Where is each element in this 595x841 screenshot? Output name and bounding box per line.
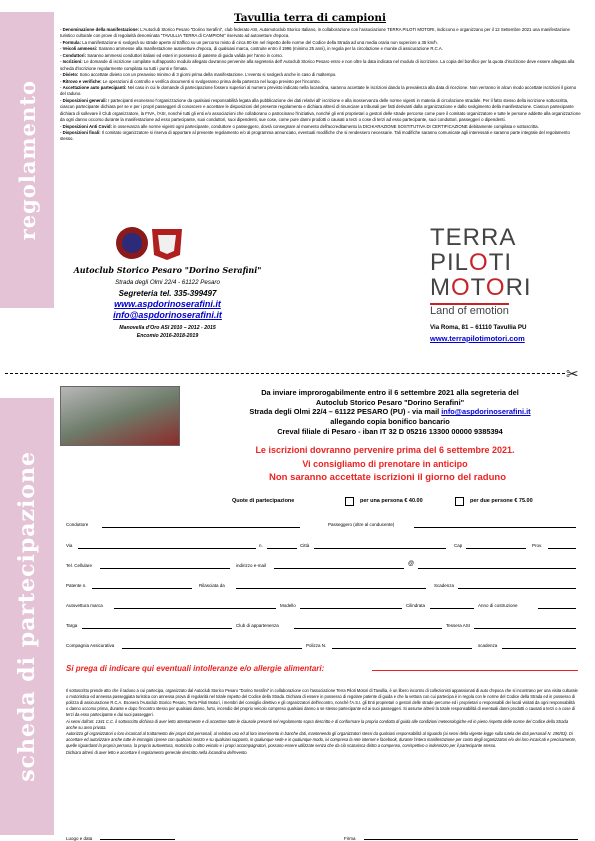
passenger-field[interactable]: [414, 522, 576, 528]
rule-item: - Iscrizioni: Le domande di iscrizione compilate sull'apposito modulo allegato dovranno pervenire alla segreteria dell' Autoclub Storico Pesaro entro e non oltre la data indicata nel modulo di iscrizione. La copia del bonifico per la quota d'iscrizione deve essere allegata alla scheda d'iscrizione regolarmente compilata su tutti i punti e firmata.: [60, 59, 575, 71]
cap-label: Cap: [454, 543, 463, 548]
fee-one-person-label: per una persona € 40.00: [360, 498, 423, 504]
cap-field[interactable]: [466, 543, 526, 549]
issued-field[interactable]: [236, 583, 426, 589]
rule-item: - Accettazione auto partecipanti: Nel caso in cui le domande di partecipazione fossero superiori al numero previsto indicato nella locandina, saranno accettate le iscrizioni dando la prevalenza alla data di ricezione. Non verranno in alcun modo accettate iscrizioni il giorno del raduno.: [60, 84, 577, 97]
policy-expiry-label: scadenza: [478, 643, 498, 648]
form-row-address: [66, 543, 576, 553]
no-onsite-registration: Non saranno accettate iscrizioni il giorno del raduno: [268, 472, 506, 483]
number-field[interactable]: [267, 543, 297, 549]
partner-website-link[interactable]: www.terrapilotimotori.com: [430, 334, 525, 343]
fees-label: Quote di partecipazione: [232, 498, 295, 504]
license-field[interactable]: [92, 583, 192, 589]
form-email-link[interactable]: info@aspdorinoserafini.it: [441, 407, 531, 417]
year-label: Anno di costruzione: [478, 603, 518, 608]
rules-list: [60, 27, 582, 143]
cut-line: [5, 373, 565, 374]
model-label: Modello: [280, 603, 296, 608]
association-phone: Segreteria tel. 335-399497: [118, 289, 217, 298]
rule-item: - Formula: La manifestazione si svolgerà su strade aperte al traffico su un percorso misto di circa 80 km nel rispetto delle norme del Codice della Strada ad una media oraria non superiore a 35 km/h.: [60, 39, 439, 45]
allergy-field[interactable]: [372, 670, 578, 671]
association-website-link[interactable]: www.aspdorinoserafini.it: [114, 299, 221, 309]
fee-one-person-checkbox[interactable]: [345, 497, 354, 506]
form-row-plate: [66, 623, 576, 633]
form-row-license: [66, 583, 576, 593]
vintage-car-photo: [60, 386, 180, 446]
page-title: Tavullia terra di campioni: [233, 12, 387, 24]
form-row-insurance: [66, 643, 576, 653]
club-logo: [110, 225, 184, 261]
form-header-line-5: Creval filiale di Pesaro - iban IT 32 D 05216 13300 00000 9385394: [277, 426, 503, 436]
partner-tagline: Land of emotion: [430, 304, 509, 317]
club-label: Club di appartenenza: [236, 623, 279, 628]
regolamento-band: [0, 12, 54, 308]
consent-paragraph-4: Dichiara altresì di aver letto e accettare il regolamento generale descritto nella locandina dell'evento.: [66, 750, 248, 756]
issued-label: Rilasciata da: [199, 583, 225, 588]
rule-item: - Disposizioni generali: I partecipanti esonerano l'organizzazione da qualsiasi responsabilità legata alla pubblicazione dei dati relativi all' iscrizione e alla inosservanza delle norme vigenti in materia di circolazione stradale. Per il fatto stesso della iscrizione sottoscritta, ciascun partecipante dichiara per se e per i propri passeggeri di conoscere e accettare le disposizioni del presente regolamento e dichiara altresì di rinunciare a tribunali per fatti derivanti dalla organizzazione e dallo svolgimento della manifestazione. Ciascun partecipante dichiara di sollevare il Club organizzatore, la FIVA, l'ASI, nonché tutti gli enti e/o associazioni che collaborano o patrocinano l'iniziativa, nonché gli enti proprietari o gestori delle strade percorse come pure il comitato organizzatore e tutte le persone addette alla organizzazione da ogni danno occorso durante la manifestazione ad esso partecipante, suoi conduttori, suoi dipendenti, sue cose, come pure danni prodotti o causati a terzi o cose di terzi ad esso partecipante, suoi conduttori, passeggeri o dipendenti.: [60, 97, 581, 123]
club-field[interactable]: [294, 623, 442, 629]
fee-two-persons-checkbox[interactable]: [455, 497, 464, 506]
place-date-label: Luogo e data: [66, 836, 93, 841]
displacement-label: Cilindrata: [406, 603, 426, 608]
place-date-field-wrap: [100, 834, 175, 841]
form-header-line-1: Da inviare improrogabilmente entro il 6 settembre 2021 alla segreteria del: [261, 388, 519, 397]
deadline-warning: Le iscrizioni dovranno pervenire prima del 6 settembre 2021.: [255, 445, 515, 455]
association-address: Strada degli Olmi 22/4 - 61122 Pesaro: [115, 279, 220, 286]
association-email-link[interactable]: info@aspdorinoserafini.it: [113, 310, 222, 320]
form-header-line-4: allegando copia bonifico bancario: [330, 416, 450, 426]
signature-label: Firma: [344, 836, 356, 841]
association-name: Autoclub Storico Pesaro "Dorino Serafini": [73, 265, 262, 275]
driver-field[interactable]: [102, 522, 300, 528]
plate-field[interactable]: [82, 623, 232, 629]
award-line-2: Encomio 2016-2018-2019: [136, 333, 199, 339]
rule-item: - Ritrovo e verifiche: Le operazioni di controllo e verifica documenti si svolgeranno prima della partenza nel luogo previsto per l'incontro.: [60, 78, 321, 84]
place-date-field[interactable]: [100, 834, 175, 840]
booking-advice: Vi consigliamo di prenotare in anticipo: [302, 459, 468, 469]
city-label: Città: [300, 543, 310, 548]
model-field[interactable]: [300, 603, 402, 609]
email-domain-field[interactable]: [418, 563, 576, 569]
displacement-field[interactable]: [430, 603, 474, 609]
partner-address: Via Roma, 81 – 61110 Tavullia PU: [430, 324, 527, 331]
mobile-field[interactable]: [100, 563, 230, 569]
street-label: Via: [66, 543, 73, 548]
consent-paragraph-1: Il sottoscritto prende atto che il raduno a cui partecipa, organizzato dal Autoclub Storico Pesaro "Dorino Serafini" in collaborazione con l'associazione Terra Piloti Motori di Tavullia, è un libero incontro di collezionisti appassionati di auto d'epoca che si incontrano per una visita culturale o motoristica ed annessa passeggiata turistica con annessa prova di regolarità nel totale rispetto del Codice della Strada. Dichiara di essere in possesso di regolare patente di guida e che la vettura con cui partecipa è in regola con le norme del Codice della Strada ed in possesso di polizza di assicurazione R.C.A. Esonera l'Autoclub Storico Pesaro, Terra Piloti Motori, i membri del consiglio direttivo e gli organizzatori dell'incontro, nonché l'A.S.I. gli Enti proprietari o gestori delle strade percorse ed i proprietari o responsabili dei locali visitati da ogni responsabilità o danno occorso prima, durante e dopo l'incontro stesso per qualsiasi danno, furto, incendio del proprio veicolo compreso qualsiasi danno a se stesso partecipante ed ai suoi passeggeri. Si assume altresì la totale responsabilità di eventuali danni prodotti o causati a terzi o a cose di terzi da esso partecipante e dai suoi passeggeri.: [66, 688, 578, 717]
insurance-field[interactable]: [122, 643, 302, 649]
policy-field[interactable]: [332, 643, 472, 649]
form-row-contacts: [66, 563, 576, 573]
street-field[interactable]: [78, 543, 256, 549]
consent-text: [66, 688, 578, 757]
scheda-label: scheda di partecipazione: [14, 451, 40, 782]
partner-wordmark-3: MOTORI: [430, 274, 532, 302]
consent-paragraph-3: Autorizza gli organizzatori o loro incaricati al trattamento dei propri dati personali, al relativo uso ed al loro inserimento in banche dati, mantenendo gli organizzatori stessi da qualsiasi responsabilità al riguardo (ai sensi della vigente legge sulla tutela dei dati personali N. 196/03). Di accettare ed autorizzare anche tutte le immagini riprese con qualsiasi mezzo e su qualsiasi supporto, in qualunque sede e in qualunque modo, ivi compresa la rete internet e facebook, durante l'intera manifestazione per conto degli organizzatori e/o dei loro incaricati e precisamente, quelle riguardanti la propria persona, la propria autovettura, motociclo o altro veicolo e i propri accompagnatori, possano essere utilizzate senza che da ciò scaturisca diritto a compenso, corrispettivo o indennizzo per il partecipante stesso.: [66, 731, 577, 749]
prov-field[interactable]: [548, 543, 576, 549]
prov-label: Prov.: [532, 543, 543, 548]
car-make-label: Autovettura marca: [66, 603, 103, 608]
plate-label: Targa: [66, 623, 78, 628]
asi-card-field[interactable]: [474, 623, 576, 629]
signature-field[interactable]: [364, 834, 578, 840]
partner-logo: [430, 225, 580, 319]
form-header-line-3: Strada degli Olmi 22/4 – 61122 PESARO (PU) - via mail: [249, 407, 440, 417]
expiry-label: Scadenza: [434, 583, 455, 588]
year-field[interactable]: [538, 603, 576, 609]
scheda-band: [0, 398, 54, 835]
driver-label: Conduttore: [66, 522, 89, 527]
asi-card-label: Tessera ASI: [446, 623, 471, 628]
policy-expiry-field[interactable]: [502, 643, 576, 649]
consent-paragraph-2: Ai sensi dall'art. 1341 C.C. il sottoscritto dichiara di aver letto attentamente e di accettare tutte le clausole presenti nel regolamento sopra descritto e di conformare la propria condotta di guida alle condizioni meteorologiche ed in pieno rispetto delle norme del Codice della Strada anche su area privata.: [66, 718, 569, 730]
rule-item: - Veicoli ammessi: Saranno ammesse alla manifestazione autovetture d'epoca, di qualsiasi marca, costruite entro il 1996 (minimo 25 anni), in regola per la circolazione e munite di assicurazione R.C.A.: [60, 46, 443, 52]
email-label: indirizzo e-mail: [236, 563, 267, 568]
city-field[interactable]: [314, 543, 446, 549]
rule-item: - Divieto: Sono accettate divieto con un preavviso minimo di 3 giorni prima della manifestazione. L'evento si svolgerà anche in caso di maltempo.: [60, 72, 337, 78]
form-header: [195, 388, 585, 436]
rule-item: - Conduttori: Saranno ammessi conduttori italiani ed esteri in possesso di patente di guida valida per l'anno in corso.: [60, 52, 283, 58]
association-block: [60, 265, 275, 339]
insurance-label: Compagnia Assicurativa: [66, 643, 115, 648]
scissors-icon: ✂: [566, 366, 579, 383]
form-row-driver: [66, 522, 576, 532]
fee-two-persons-label: per due persone € 75.00: [470, 498, 533, 504]
rule-item: - Disposizioni Anti Covid: in osservanza alle norme vigenti ogni partecipante, conduttore o passeggero, dovrà consegnare al momento dell'accreditamento la DICHIARAZIONE SOSTITUTIVA DI CERTIFICAZIONE debitamente compilata e sottoscritta.: [60, 123, 539, 129]
partner-wordmark-1: TERRA: [430, 224, 517, 251]
form-header-line-2: Autoclub Storico Pesaro "Dorino Serafini": [315, 397, 465, 407]
passenger-label: Passeggero (oltre al conducente): [328, 522, 395, 527]
car-make-field[interactable]: [114, 603, 276, 609]
partner-wordmark-2: PILOTI: [430, 249, 513, 277]
signature-field-wrap: [364, 834, 578, 841]
number-label: n.: [259, 543, 263, 548]
rule-item: - Disposizioni finali: Il comitato organizzatore si riserva di apportare al presente regolamento e/o al programma annunciato, eventuali modifiche che si rendessero necessarie. Tali modifiche saranno comunicate agli interessati e saranno parte integrale del regolamento stesso.: [60, 130, 570, 142]
rule-item: - Denominazione della manifestazione: L'Autoclub Storico Pesaro "Dorino Serafini", club federato ASI, Automotoclub Storico Italiano, in collaborazione con l'associazione TERRA PILOTI MOTORI, indiccono e organizzano per il 12 Settembre 2021 una manifestazione turistico culturale con prove di regolarità denominata "TAVULLIA TERRA di CAMPIONI" riservato ad autovetture d'epoca.: [60, 27, 570, 39]
award-line-1: Manovella d'Oro ASI 2010 – 2012 - 2015: [119, 325, 216, 331]
mobile-label: Tel. Cellulare: [66, 563, 93, 568]
expiry-field[interactable]: [458, 583, 576, 589]
email-user-field[interactable]: [274, 563, 404, 569]
license-label: Patente n.: [66, 583, 87, 588]
allergy-prompt: Si prega di indicare qui eventuali intolleranze e/o allergie alimentari:: [66, 664, 325, 673]
policy-label: Polizza N.: [306, 643, 327, 648]
form-row-vehicle: [66, 603, 576, 613]
at-sign: @: [408, 561, 415, 567]
regolamento-label: regolamento: [14, 79, 40, 241]
